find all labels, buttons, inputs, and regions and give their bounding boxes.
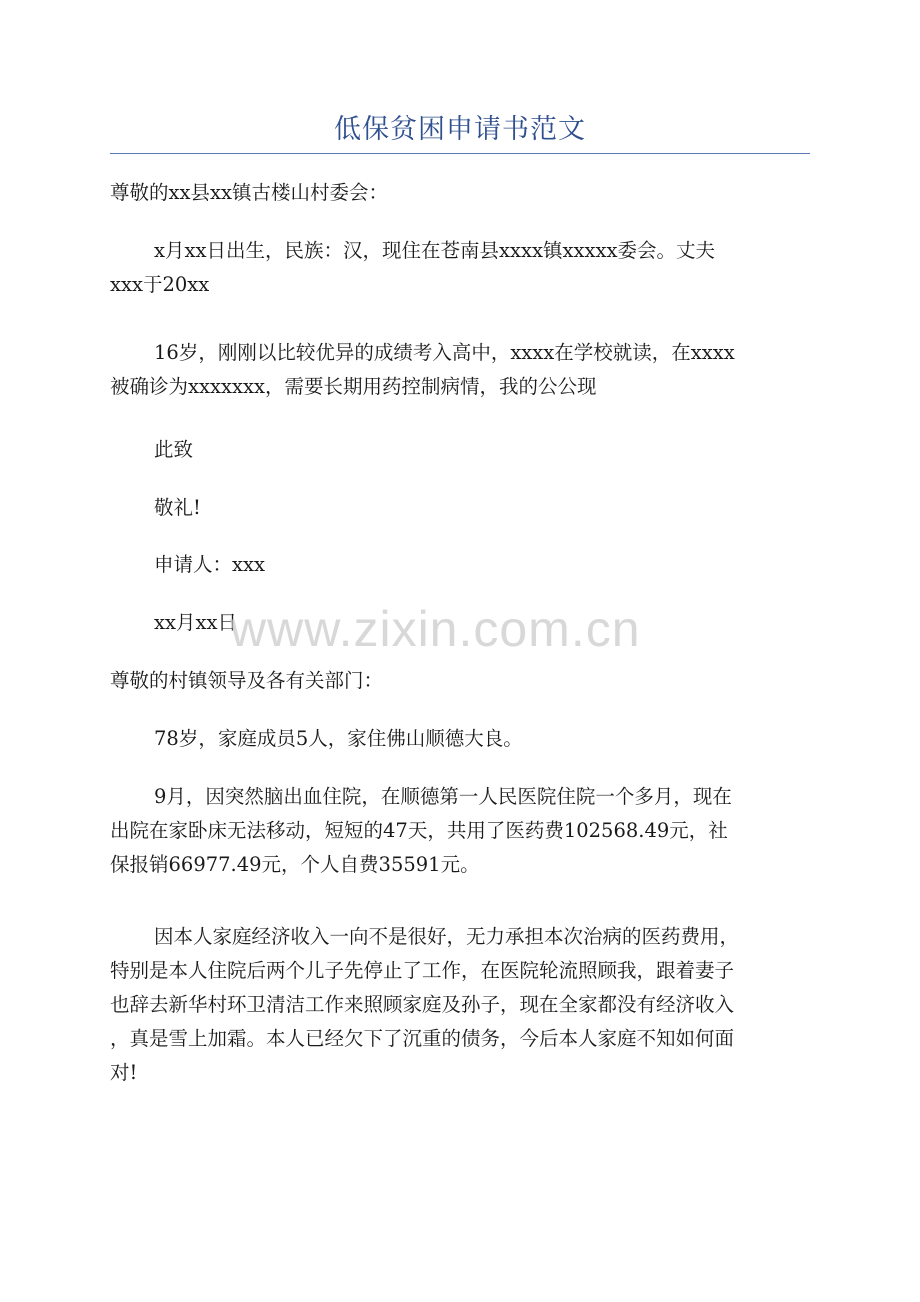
applicant-line: 申请人：xxx xyxy=(154,553,265,576)
paragraph-medical-costs: 9月，因突然脑出血住院，在顺德第一人民医院住院一个多月，现在 出院在家卧床无法移动，短短的47天，共用了医药费102568.49元，社 保报销66977.49元，个人自费35591元。 xyxy=(110,785,732,876)
watermark-text: www.zixin.com.cn xyxy=(230,601,641,657)
closing-jingli: 敬礼! xyxy=(154,496,201,519)
paragraph-child-info: 16岁，刚刚以比较优异的成绩考入高中，xxxx在学校就读，在xxxx 被确诊为xxxxxxx，需要长期用药控制病情，我的公公现 xyxy=(110,341,735,398)
paragraph-family-info: 78岁，家庭成员5人，家住佛山顺德大良。 xyxy=(154,727,523,750)
closing-cizhi: 此致 xyxy=(154,438,194,461)
paragraph-hardship: 因本人家庭经济收入一向不是很好，无力承担本次治病的医药费用， 特别是本人住院后两个儿子先停止了工作，在医院轮流照顾我，跟着妻子 也辞去新华村环卫清洁工作来照顾家庭及孙子，现在全家都没有经济收入 ，真是雪上加霜。本人已经欠下了沉重的债务，今后本人家庭不知如何面 对! xyxy=(110,925,740,1084)
date-line: xx月xx日 xyxy=(154,611,237,634)
salutation-2: 尊敬的村镇领导及各有关部门： xyxy=(110,669,384,692)
title-underline xyxy=(110,153,810,154)
salutation-1: 尊敬的xx县xx镇古楼山村委会： xyxy=(110,181,388,204)
document-title: 低保贫困申请书范文 xyxy=(334,114,586,145)
paragraph-birth-info: x月xx日出生，民族：汉，现住在苍南县xxxx镇xxxxx委会。丈夫 xxx于20xx xyxy=(110,239,715,296)
